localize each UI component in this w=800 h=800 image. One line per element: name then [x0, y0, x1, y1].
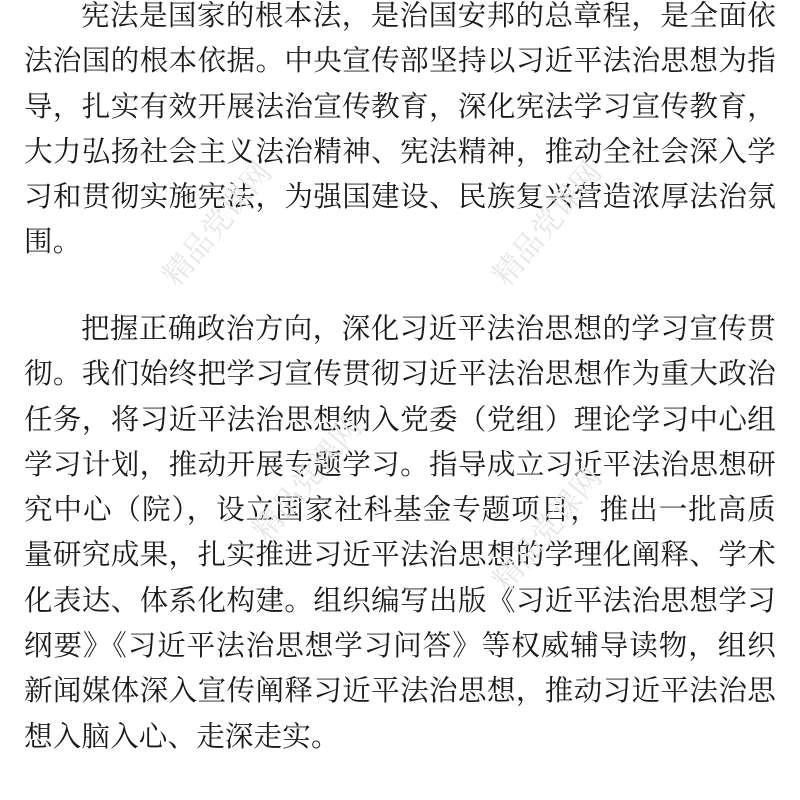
watermark-text: 精品党课网: [486, 460, 610, 598]
paragraph-political-direction: 把握正确政治方向，深化习近平法治思想的学习宣传贯彻。我们始终把学习宣传贯彻习近平法治思想作为重大政治任务，将习近平法治思想纳入党委（党组）理论学习中心组学习计划，推动开展专题学习。指导成立习近平法治思想研究中心（院），设立国家社科基金专题项目，推出一批高质量研究成果，扎实推进习近平法治思想的学理化阐释、学术化表达、体系化构建。组织编写出版《习近平法治思想学习纲要》《习近平法治思想学习问答》等权威辅导读物，组织新闻媒体深入宣传阐释习近平法治思想，推动习近平法治思想入脑入心、走深走实。: [24, 312, 776, 753]
paragraph-constitution: 宪法是国家的根本法，是治国安邦的总章程，是全面依法治国的根本依据。中央宣传部坚持以习近平法治思想为指导，扎实有效开展法治宣传教育，深化宪法学习宣传教育，大力弘扬社会主义法治精神、宪法精神，推动全社会深入学习和贯彻实施宪法，为强国建设、民族复兴营造浓厚法治氛围。: [24, 0, 776, 259]
watermark-text: 精品党课网: [246, 410, 370, 548]
watermark-text: 精品党课网: [486, 155, 610, 293]
watermark-text: 精品党课网: [156, 155, 280, 293]
